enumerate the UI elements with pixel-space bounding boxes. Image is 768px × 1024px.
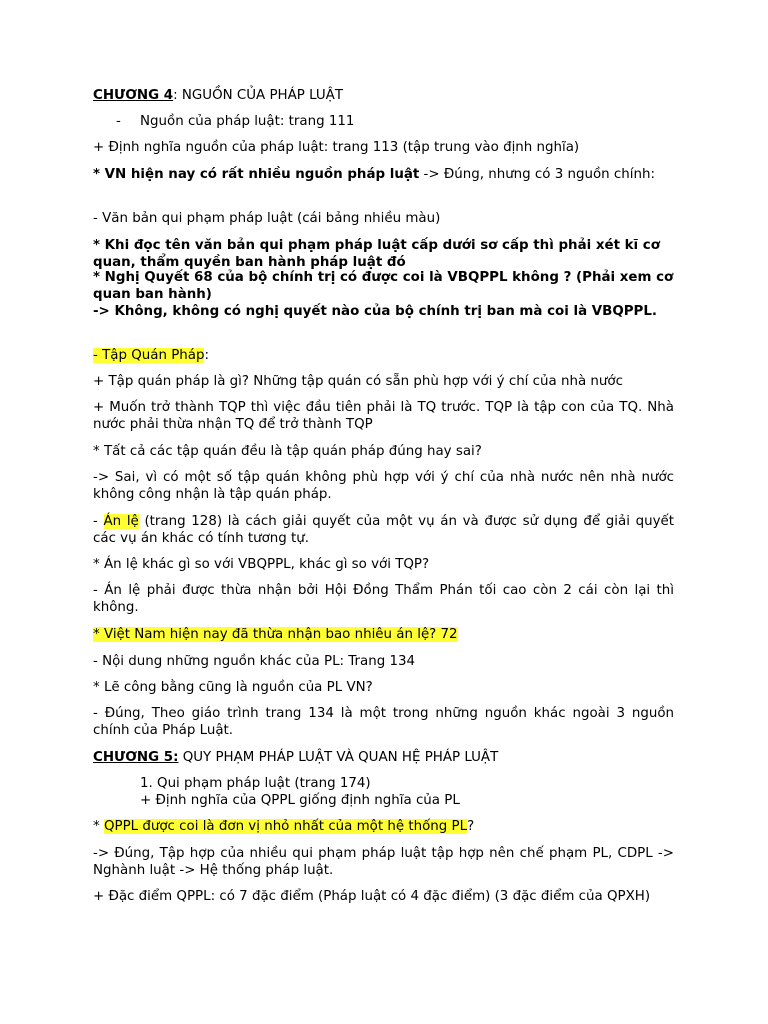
other-sources: - Nội dung những nguồn khác của PL: Trang 134 <box>93 654 416 669</box>
bullet-sources: Nguồn của pháp luật: trang 111 <box>140 114 355 129</box>
customary-law-heading <box>93 347 674 364</box>
precedent-count <box>93 626 674 643</box>
bullet-dash: - <box>116 114 121 129</box>
precedent-count-highlight: * Việt Nam hiện nay đã thừa nhận bao nhiêu án lệ? 72 <box>93 627 458 642</box>
qppl-highlight: QPPL được coi là đơn vị nhỏ nhất của một hệ thống PL <box>103 819 468 834</box>
bold-note-3: -> Không, không có nghị quyết nào của bộ chính trị ban mà coi là VBQPPL. <box>93 304 657 319</box>
bold-note-1: * Khi đọc tên văn bản qui phạm pháp luật cấp dưới sơ cấp thì phải xét kĩ cơ quan, thẩm quyền ban hành pháp luật đó <box>93 238 660 270</box>
paragraph-vn-sources <box>93 166 674 183</box>
customary-law-3: * Tất cả các tập quán đều là tập quán pháp đúng hay sai? <box>93 444 482 459</box>
chapter-4-title: : NGUỒN CỦA PHÁP LUẬT <box>173 88 344 103</box>
qppl-answer: -> Đúng, Tập hợp của nhiều qui phạm pháp luật tập hợp nên chế phạm PL, CDPL -> Nghành luật -> Hệ thống pháp luật. <box>93 846 674 878</box>
vn-sources-bold: * VN hiện nay có rất nhiều nguồn pháp luật <box>93 167 420 182</box>
chapter-5-heading <box>93 749 674 766</box>
chapter-5-title: QUY PHẠM PHÁP LUẬT VÀ QUAN HỆ PHÁP LUẬT <box>178 750 499 765</box>
bold-note-2: * Nghị Quyết 68 của bộ chính trị có được coi là VBQPPL không ? (Phải xem cơ quan ban hành) <box>93 270 674 302</box>
qppl-mark: ? <box>467 819 475 834</box>
list-item-1-sub: + Định nghĩa của QPPL giống định nghĩa của PL <box>140 793 460 808</box>
qppl-star: * <box>93 819 104 834</box>
chapter-4-label: CHƯƠNG 4 <box>93 88 174 103</box>
precedent-highlight: Án lệ <box>103 514 139 529</box>
precedent-definition <box>93 513 674 547</box>
precedent-dash: - <box>93 514 104 529</box>
precedent-text: (trang 128) là cách giải quyết của một vụ án và được sử dụng để giải quyết các vụ án khác có tính tương tự. <box>93 514 674 546</box>
precedent-question: * Án lệ khác gì so với VBQPPL, khác gì so với TQP? <box>93 557 430 572</box>
chapter-5-label: CHƯƠNG 5: <box>93 750 179 765</box>
customary-law-colon: : <box>204 348 209 363</box>
customary-law-4: -> Sai, vì có một số tập quán không phù hợp với ý chí của nhà nước nên nhà nước không công nhận là tập quán pháp. <box>93 470 674 502</box>
equity-answer: - Đúng, Theo giáo trình trang 134 là một trong những nguồn khác ngoài 3 nguồn chính của Pháp Luật. <box>93 706 674 738</box>
customary-law-highlight: - Tập Quán Pháp <box>93 348 205 363</box>
paragraph-vbqppl: - Văn bản qui phạm pháp luật (cái bảng nhiều màu) <box>93 211 441 226</box>
paragraph-definition: + Định nghĩa nguồn của pháp luật: trang 113 (tập trung vào định nghĩa) <box>93 140 580 155</box>
customary-law-2: + Muốn trở thành TQP thì việc đầu tiên phải là TQ trước. TQP là tập con của TQ. Nhà nước phải thừa nhận TQ để trở thành TQP <box>93 400 674 432</box>
list-item-1: 1. Qui phạm pháp luật (trang 174) <box>140 776 371 791</box>
precedent-answer: - Án lệ phải được thừa nhận bởi Hội Đồng Thẩm Phán tối cao còn 2 cái còn lại thì không. <box>93 583 674 615</box>
equity-question: * Lẽ công bằng cũng là nguồn của PL VN? <box>93 680 373 695</box>
chapter-4-heading <box>93 87 674 104</box>
qppl-features: + Đặc điểm QPPL: có 7 đặc điểm (Pháp luật có 4 đặc điểm) (3 đặc điểm của QPXH) <box>93 889 651 904</box>
qppl-question <box>93 818 674 835</box>
vn-sources-answer: -> Đúng, nhưng có 3 nguồn chính: <box>419 167 655 182</box>
customary-law-1: + Tập quán pháp là gì? Những tập quán có sẵn phù hợp với ý chí của nhà nước <box>93 374 623 389</box>
